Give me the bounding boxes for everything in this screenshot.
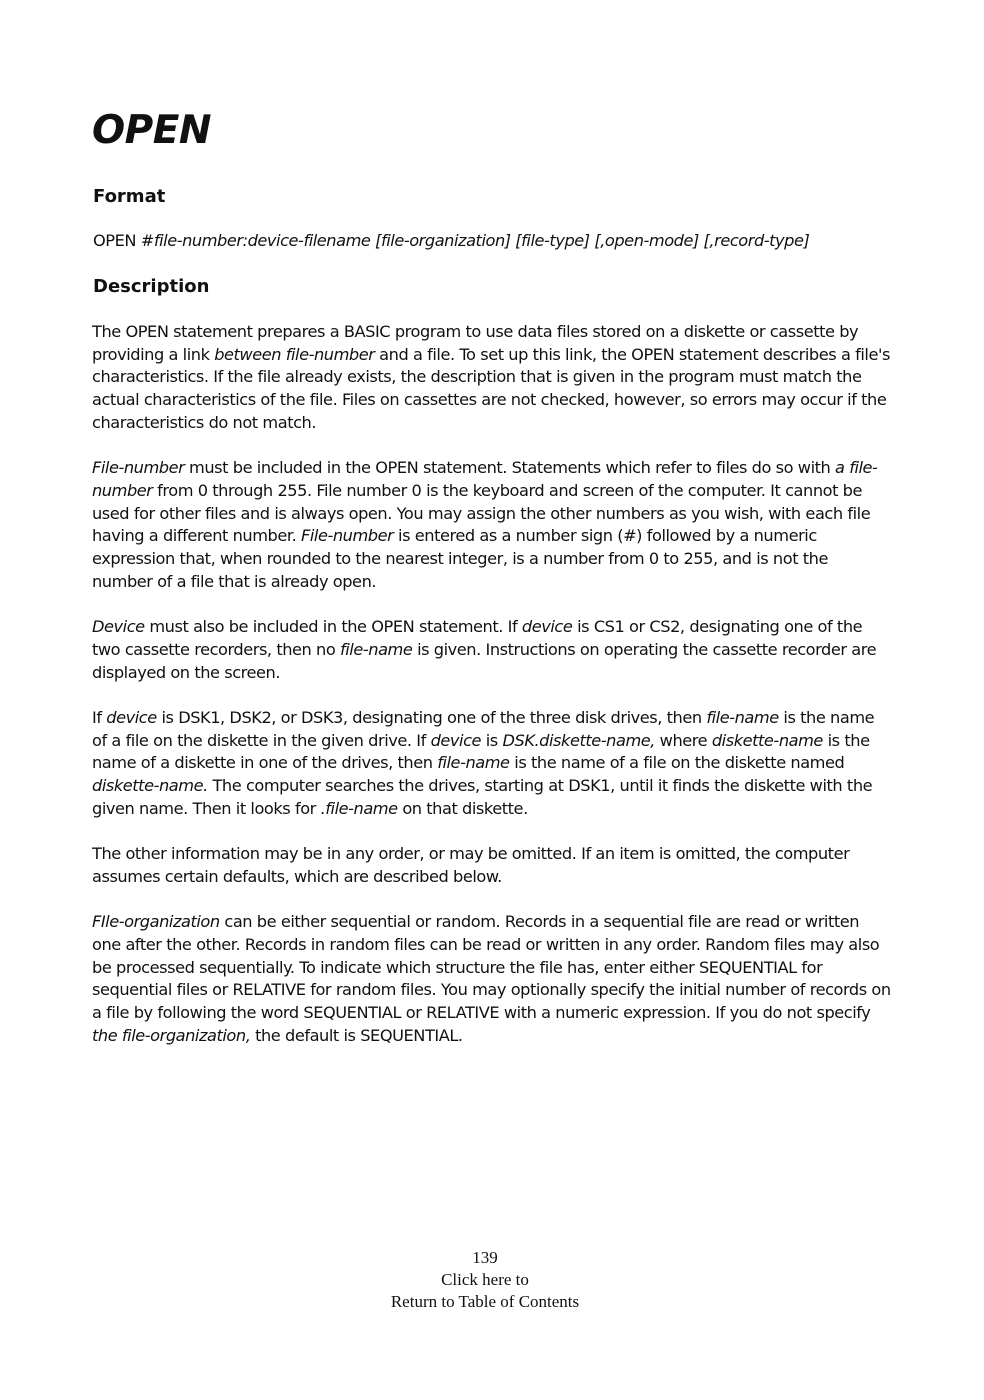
syntax-keyword: OPEN <box>93 231 141 250</box>
format-heading: Format <box>93 186 166 207</box>
text-run: is DSK1, DSK2, or DSK3, designating one of the three disk drives, then <box>156 707 707 727</box>
italic-term: between file-number <box>214 344 375 364</box>
text-run: must be included in the OPEN statement. Statements which refer to files do so with <box>184 458 836 478</box>
toc-link-line-2[interactable]: Return to Table of Contents <box>390 1292 580 1311</box>
italic-term: FIle-organization <box>92 912 220 932</box>
text-run: The OPEN statement prepares a BASIC program to use data files stored on a diskette or cassette by providing a link <box>92 322 859 364</box>
text-run: from 0 through 255. File number 0 is the keyboard and screen of the computer. It cannot be used for other files and is always open. You may assign the other numbers as you wish, with each file having a different number. <box>92 480 871 546</box>
text-run: where <box>654 730 712 750</box>
page-footer <box>0 1247 970 1313</box>
text-run: is entered as a number sign (#) followed by a numeric expression that, when rounded to the nearest integer, is a number from 0 to 255, and is not the number of a file that is already open. <box>92 526 828 591</box>
italic-term: file-name <box>437 753 510 773</box>
text-run: is given. Instructions on operating the cassette recorder are displayed on the screen. <box>92 639 877 682</box>
text-run: is the name of a file on the diskette named <box>509 753 845 773</box>
page-number: 139 <box>472 1248 498 1267</box>
italic-term: device <box>521 617 573 637</box>
paragraph-file-organization <box>92 911 892 1047</box>
italic-term: device <box>106 707 157 727</box>
italic-term: File-number <box>92 458 185 478</box>
text-run: must also be included in the OPEN statement. If <box>144 617 522 637</box>
text-run: can be either sequential or random. Records in a sequential file are read or written one after the other. Records in random files can be read or written in any order. Random files may also be processed sequentially. To indicate which structure the file has, enter either SEQUENTIAL for sequential files or RELATIVE for random files. You may optionally specify the initial number of records on a file by following the word SEQUENTIAL or RELATIVE with a numeric expression. If you do not specify <box>92 912 891 1023</box>
italic-term: File-number <box>300 526 394 546</box>
syntax-arguments: #file-number:device-filename [file-organization] [file-type] [,open-mode] [,record-type] <box>140 231 810 250</box>
text-run: The computer searches the drives, starting at DSK1, until it finds the diskette with the given name. Then it looks for <box>92 776 873 818</box>
paragraph-disk-drives <box>92 707 892 821</box>
text-run: is the name of a diskette in one of the drives, then <box>92 730 870 773</box>
italic-term: file-name <box>706 707 779 727</box>
paragraph-open-statement <box>92 321 892 435</box>
italic-term: a file-number <box>92 458 878 500</box>
paragraph-device <box>92 616 892 684</box>
text-run: and a file. To set up this link, the OPEN statement describes a file's characteristics. If the file already exists, the description that is given in the program must match the actual characteristics of the file. Files on cassettes are not checked, however, so errors may occur if the characteristics do not match. <box>92 344 890 432</box>
italic-term: the file-organization, <box>92 1025 251 1045</box>
italic-term: DSK.diskette-name, <box>502 730 655 750</box>
italic-term: diskette-name <box>711 730 823 750</box>
italic-term: .file-name <box>320 798 398 818</box>
toc-link-line-1[interactable]: Click here to <box>441 1270 529 1289</box>
italic-term: diskette-name. <box>92 776 208 796</box>
italic-term: device <box>430 730 482 750</box>
text-run: If <box>92 707 107 727</box>
text-run: is CS1 or CS2, designating one of the two cassette recorders, then no <box>92 617 863 659</box>
paragraph-defaults <box>92 843 892 888</box>
italic-term: file-name <box>340 639 413 659</box>
description-body <box>92 321 892 1070</box>
text-run: The other information may be in any order, or may be omitted. If an item is omitted, the computer assumes certain defaults, which are described below. <box>92 844 850 886</box>
italic-term: Device <box>92 617 145 637</box>
text-run: on that diskette. <box>397 798 528 818</box>
description-heading: Description <box>93 276 210 297</box>
paragraph-file-number <box>92 457 892 593</box>
text-run: is <box>481 730 503 750</box>
text-run: is the name of a file on the diskette in the given drive. If <box>92 707 875 750</box>
table-of-contents-link[interactable] <box>0 1269 970 1313</box>
page-title: OPEN <box>92 108 212 153</box>
text-run: the default is SEQUENTIAL. <box>250 1025 463 1045</box>
format-syntax <box>93 231 913 250</box>
